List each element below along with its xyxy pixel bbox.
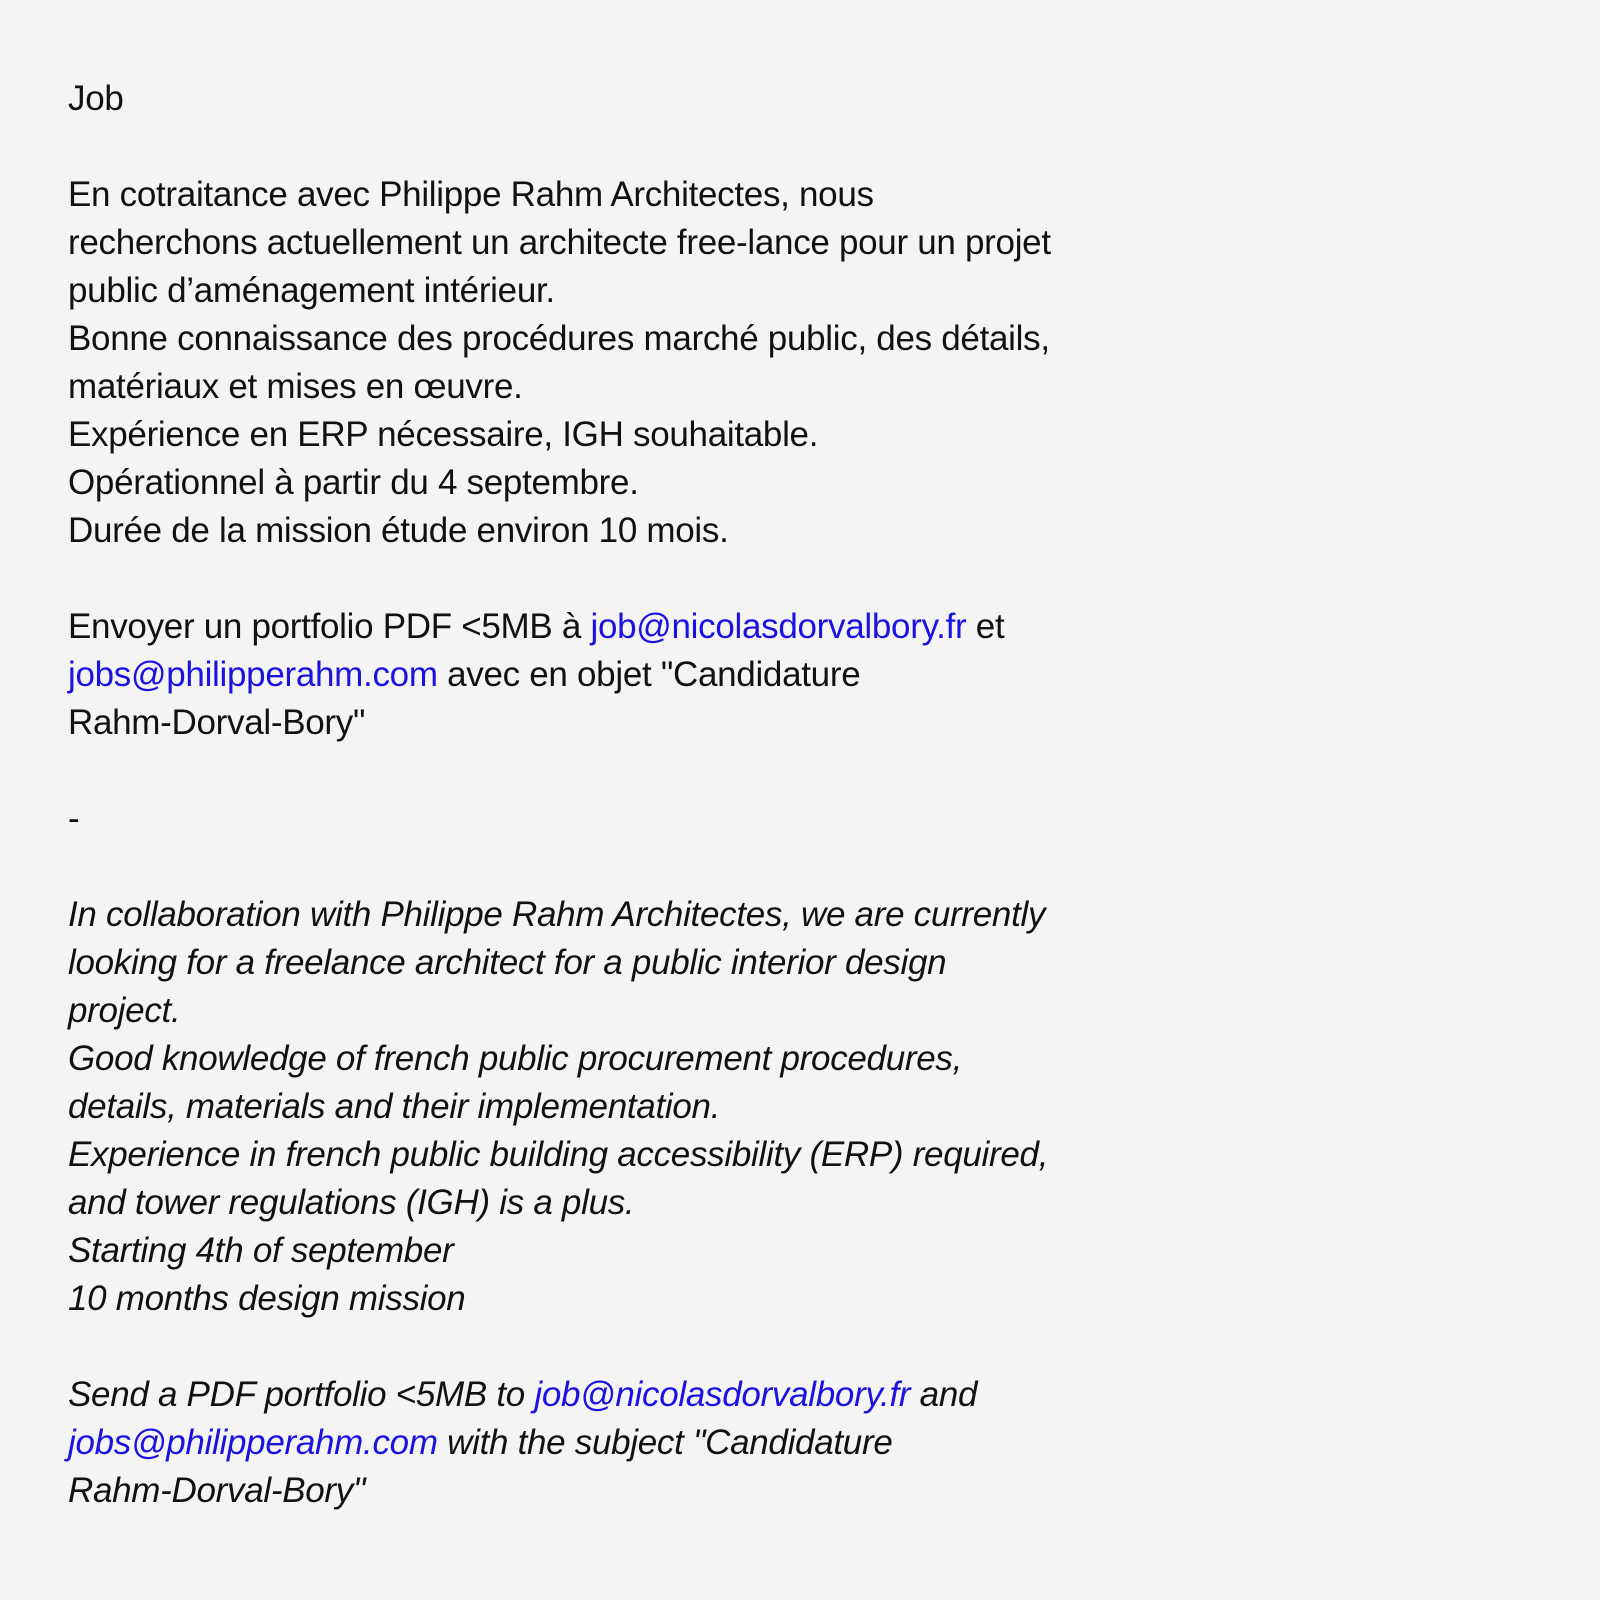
spacer — [68, 555, 1228, 603]
en-contact-prefix: Send a PDF portfolio <5MB to — [68, 1375, 535, 1414]
en-line: details, materials and their implementation. — [68, 1087, 721, 1126]
fr-subject-text: avec en objet "Candidature — [437, 655, 861, 694]
en-subject-end: Rahm-Dorval-Bory" — [68, 1471, 366, 1510]
spacer — [68, 843, 1228, 891]
page-title: Job — [68, 79, 124, 118]
en-line: Experience in french public building accessibility (ERP) required, — [68, 1135, 1049, 1174]
french-contact — [68, 603, 1228, 747]
en-contact-line — [68, 1371, 1228, 1419]
fr-line: recherchons actuellement un architecte free-lance pour un projet — [68, 223, 1051, 262]
spacer — [68, 1323, 1228, 1371]
email-link-philipperahm[interactable]: jobs@philipperahm.com — [68, 655, 438, 694]
email-link-nicolasdorvalbory[interactable]: job@nicolasdorvalbory.fr — [590, 607, 967, 646]
fr-line: Durée de la mission étude environ 10 mois. — [68, 511, 729, 550]
fr-line: Expérience en ERP nécessaire, IGH souhaitable. — [68, 415, 819, 454]
fr-contact-conj: et — [966, 607, 1005, 646]
english-description — [68, 891, 1228, 1323]
en-line: 10 months design mission — [68, 1279, 466, 1318]
french-description — [68, 171, 1228, 555]
en-contact-line — [68, 1419, 1228, 1467]
en-line: looking for a freelance architect for a public interior design — [68, 943, 947, 982]
en-line: Good knowledge of french public procurement procedures, — [68, 1039, 963, 1078]
en-line: In collaboration with Philippe Rahm Architectes, we are currently — [68, 895, 1046, 934]
en-line: and tower regulations (IGH) is a plus. — [68, 1183, 635, 1222]
fr-contact-line — [68, 603, 1228, 651]
spacer — [68, 123, 1228, 171]
job-posting — [68, 75, 1228, 1515]
fr-line: matériaux et mises en œuvre. — [68, 367, 523, 406]
fr-contact-line — [68, 651, 1228, 699]
fr-line: Bonne connaissance des procédures marché public, des détails, — [68, 319, 1050, 358]
email-link-nicolasdorvalbory[interactable]: job@nicolasdorvalbory.fr — [534, 1375, 911, 1414]
en-contact-conj: and — [910, 1375, 978, 1414]
en-subject-text: with the subject "Candidature — [437, 1423, 893, 1462]
en-line: Starting 4th of september — [68, 1231, 454, 1270]
spacer — [68, 747, 1228, 795]
english-contact — [68, 1371, 1228, 1515]
separator: - — [68, 799, 80, 838]
fr-line: En cotraitance avec Philippe Rahm Architectes, nous — [68, 175, 874, 214]
email-link-philipperahm[interactable]: jobs@philipperahm.com — [68, 1423, 438, 1462]
fr-subject-end: Rahm-Dorval-Bory" — [68, 703, 366, 742]
fr-line: public d’aménagement intérieur. — [68, 271, 555, 310]
fr-line: Opérationnel à partir du 4 septembre. — [68, 463, 639, 502]
fr-contact-prefix: Envoyer un portfolio PDF <5MB à — [68, 607, 591, 646]
en-line: project. — [68, 991, 181, 1030]
